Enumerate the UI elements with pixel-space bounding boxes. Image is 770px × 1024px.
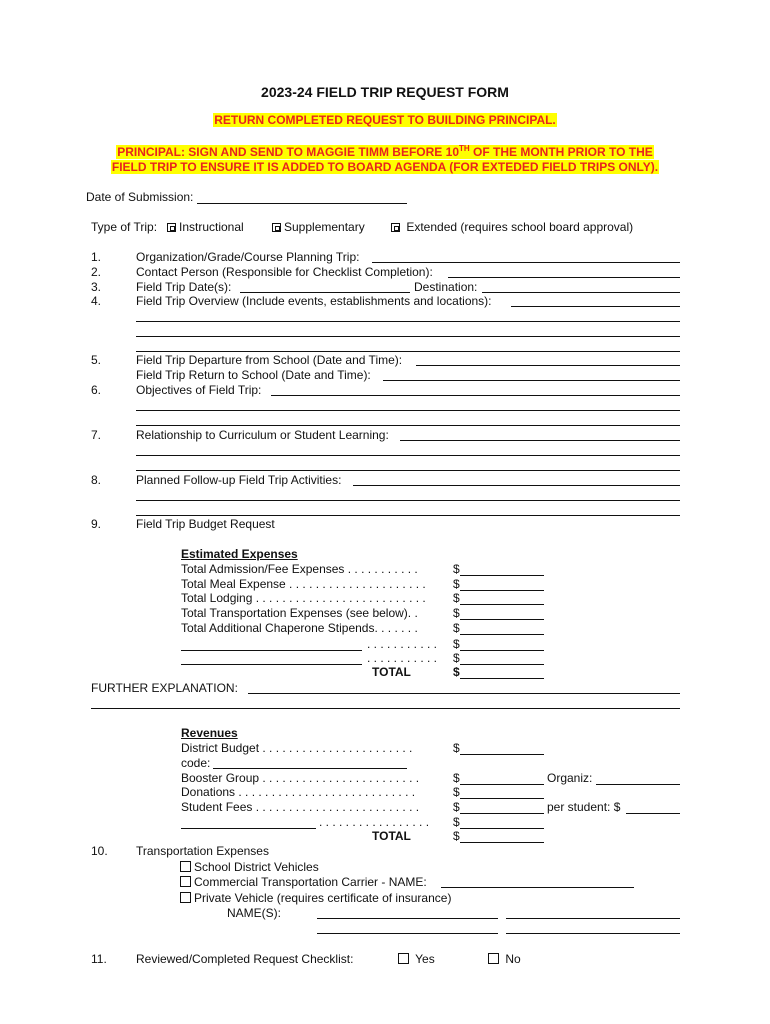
revenues-heading: Revenues — [181, 726, 238, 740]
dollar-sign: $ — [453, 637, 460, 651]
q4-field-line[interactable] — [136, 336, 680, 337]
checkbox-icon — [180, 892, 191, 903]
q7-label: Relationship to Curriculum or Student Learning: — [136, 428, 389, 442]
q6-field-line[interactable] — [136, 425, 680, 426]
further-explanation-field[interactable] — [248, 693, 680, 694]
revenue-amount-field[interactable] — [460, 813, 544, 814]
further-explanation-field-line[interactable] — [91, 708, 680, 709]
revenue-code-label: code: — [181, 756, 211, 770]
dollar-sign: $ — [453, 577, 460, 591]
expense-total-field[interactable] — [460, 678, 544, 679]
transport-commercial-carrier[interactable]: Commercial Transportation Carrier - NAME: — [180, 875, 427, 890]
q5-departure-field[interactable] — [416, 365, 680, 366]
transport-district-vehicles[interactable]: School District Vehicles — [180, 860, 319, 875]
organiz-label: Organiz: — [547, 771, 593, 785]
expense-other-name-field[interactable] — [181, 650, 362, 651]
expense-amount-field[interactable] — [460, 604, 544, 605]
q6-label: Objectives of Field Trip: — [136, 383, 262, 397]
transport-private-vehicle[interactable]: Private Vehicle (requires certificate of insurance) — [180, 891, 451, 906]
radio-icon — [167, 223, 176, 232]
q7-field-line[interactable] — [136, 455, 680, 456]
checklist-no[interactable]: No — [488, 952, 521, 967]
q6-field-line[interactable] — [136, 410, 680, 411]
expenses-heading: Estimated Expenses — [181, 547, 298, 561]
q4-label: Field Trip Overview (Include events, establishments and locations): — [136, 294, 492, 308]
expense-row-lodging: Total Lodging . . . . . . . . . . . . . . . . . . . . . . . . . . — [181, 591, 426, 605]
revenue-amount-field[interactable] — [460, 784, 544, 785]
expense-row-chaperone: Total Additional Chaperone Stipends. . . . . . . — [181, 621, 418, 635]
revenue-other-name-field[interactable] — [181, 828, 316, 829]
organiz-field[interactable] — [596, 784, 680, 785]
q5-departure-label: Field Trip Departure from School (Date and Time): — [136, 353, 403, 367]
principal-note-line1: PRINCIPAL: SIGN AND SEND TO MAGGIE TIMM BEFORE 10TH OF THE MONTH PRIOR TO THE — [117, 144, 653, 159]
q2-field[interactable] — [448, 277, 680, 278]
q2-label: Contact Person (Responsible for Checklist Completion): — [136, 265, 433, 279]
expense-amount-field[interactable] — [460, 590, 544, 591]
checkbox-icon — [398, 953, 409, 964]
q1-label: Organization/Grade/Course Planning Trip: — [136, 250, 360, 264]
revenue-code-field[interactable] — [213, 768, 407, 769]
checkbox-icon — [488, 953, 499, 964]
form-title: 2023-24 FIELD TRIP REQUEST FORM — [261, 84, 509, 100]
principal-note-line2: FIELD TRIP TO ENSURE IT IS ADDED TO BOARD AGENDA (FOR EXTEDED FIELD TRIPS ONLY). — [111, 160, 659, 174]
q3-date-label: Field Trip Date(s): — [136, 280, 232, 294]
dollar-sign: $ — [453, 606, 460, 620]
expense-other-name-field[interactable] — [181, 664, 362, 665]
q3-destination-field[interactable] — [482, 292, 680, 293]
revenue-total-label: TOTAL — [372, 829, 411, 843]
expense-row-meal: Total Meal Expense . . . . . . . . . . . . . . . . . . . . . — [181, 577, 426, 591]
expense-total-label: TOTAL — [372, 665, 411, 679]
driver-name-field[interactable] — [317, 918, 498, 919]
item-number: 6. — [91, 383, 102, 397]
q5-return-field[interactable] — [383, 380, 680, 381]
item-number: 5. — [91, 353, 102, 367]
dollar-sign: $ — [453, 591, 460, 605]
q3-date-field[interactable] — [240, 292, 410, 293]
revenue-row-donations: Donations . . . . . . . . . . . . . . . . . . . . . . . . . . . — [181, 785, 416, 799]
revenue-row-fees: Student Fees . . . . . . . . . . . . . . . . . . . . . . . . . — [181, 800, 420, 814]
further-explanation-label: FURTHER EXPLANATION: — [91, 681, 238, 695]
revenue-other-dots: . . . . . . . . . . . . . . . . . — [319, 815, 430, 829]
q4-field-line[interactable] — [136, 351, 680, 352]
q6-field[interactable] — [271, 395, 680, 396]
expense-amount-field[interactable] — [460, 634, 544, 635]
per-student-label: per student: $ — [547, 800, 621, 814]
dollar-sign: $ — [453, 771, 460, 785]
dollar-sign: $ — [453, 741, 460, 755]
expense-row-transportation: Total Transportation Expenses (see below). . — [181, 606, 418, 620]
q10-label: Transportation Expenses — [136, 844, 269, 858]
date-field[interactable] — [197, 203, 407, 204]
q11-label: Reviewed/Completed Request Checklist: — [136, 952, 354, 966]
q4-field[interactable] — [511, 306, 680, 307]
q8-label: Planned Follow-up Field Trip Activities: — [136, 473, 342, 487]
expense-other-dots: . . . . . . . . . . . — [367, 637, 438, 651]
q8-field-line[interactable] — [136, 515, 680, 516]
driver-name-field[interactable] — [317, 933, 498, 934]
expense-amount-field[interactable] — [460, 575, 544, 576]
q4-field-line[interactable] — [136, 321, 680, 322]
dollar-sign: $ — [453, 651, 460, 665]
expense-amount-field[interactable] — [460, 650, 544, 651]
dollar-sign: $ — [453, 621, 460, 635]
revenue-amount-field[interactable] — [460, 754, 544, 755]
radio-icon — [391, 223, 400, 232]
carrier-name-field[interactable] — [441, 887, 634, 888]
item-number: 8. — [91, 473, 102, 487]
revenue-row-booster: Booster Group . . . . . . . . . . . . . . . . . . . . . . . . — [181, 771, 420, 785]
trip-type-instructional[interactable]: Instructional — [167, 220, 244, 235]
trip-type-extended[interactable]: Extended (requires school board approval) — [391, 220, 633, 235]
q1-field[interactable] — [372, 262, 680, 263]
revenue-row-district: District Budget . . . . . . . . . . . . . . . . . . . . . . . — [181, 741, 413, 755]
expense-amount-field[interactable] — [460, 664, 544, 665]
dollar-sign: $ — [453, 815, 460, 829]
revenue-amount-field[interactable] — [460, 798, 544, 799]
checkbox-icon — [180, 876, 191, 887]
per-student-field[interactable] — [626, 813, 680, 814]
q8-field-line[interactable] — [136, 500, 680, 501]
q9-label: Field Trip Budget Request — [136, 517, 275, 531]
trip-type-supplementary[interactable]: Supplementary — [272, 220, 365, 235]
revenue-amount-field[interactable] — [460, 828, 544, 829]
item-number: 2. — [91, 265, 102, 279]
q5-return-label: Field Trip Return to School (Date and Time): — [136, 368, 371, 382]
driver-name-field[interactable] — [506, 933, 680, 934]
driver-name-field[interactable] — [506, 918, 680, 919]
return-note: RETURN COMPLETED REQUEST TO BUILDING PRINCIPAL. — [214, 113, 556, 127]
names-label: NAME(S): — [227, 906, 281, 920]
item-number: 1. — [91, 250, 102, 264]
dollar-sign: $ — [453, 785, 460, 799]
item-number: 10. — [91, 844, 108, 858]
revenue-total-field[interactable] — [460, 842, 544, 843]
item-number: 3. — [91, 280, 102, 294]
q8-field[interactable] — [353, 485, 680, 486]
dollar-sign: $ — [453, 665, 460, 679]
q7-field-line[interactable] — [136, 470, 680, 471]
trip-type-label: Type of Trip: — [91, 220, 158, 234]
item-number: 11. — [91, 952, 107, 966]
expense-amount-field[interactable] — [460, 619, 544, 620]
checkbox-icon — [180, 861, 191, 872]
q3-destination-label: Destination: — [414, 280, 478, 294]
dollar-sign: $ — [453, 562, 460, 576]
expense-row-admission: Total Admission/Fee Expenses . . . . . . . . . . . — [181, 562, 418, 576]
dollar-sign: $ — [453, 800, 460, 814]
dollar-sign: $ — [453, 829, 460, 843]
checklist-yes[interactable]: Yes — [398, 952, 435, 967]
item-number: 9. — [91, 517, 102, 531]
item-number: 4. — [91, 294, 102, 308]
expense-other-dots: . . . . . . . . . . . — [367, 651, 438, 665]
radio-icon — [272, 223, 281, 232]
item-number: 7. — [91, 428, 102, 442]
q7-field[interactable] — [400, 440, 680, 441]
date-label: Date of Submission: — [86, 190, 194, 204]
